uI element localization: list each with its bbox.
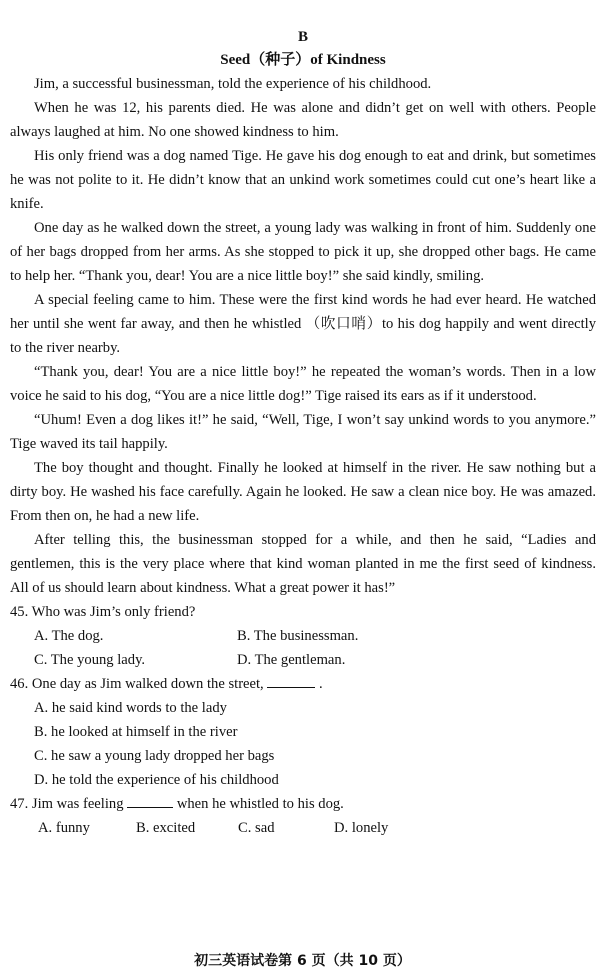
page-footer: 初三英语试卷第 6 页（共 10 页） [194, 953, 411, 969]
paragraph-7: “Uhum! Even a dog likes it!” he said, “Well, Tige, I won’t say unkind words to you anymore.” Tige waved its tail happily. [10, 412, 596, 452]
paragraph-2: When he was 12, his parents died. He was alone and didn’t get on well with others. People always laughed at him. No one showed kindness to him. [10, 100, 596, 140]
question-47-option-a[interactable]: A. funny [38, 820, 90, 836]
paragraph-8: The boy thought and thought. Finally he looked at himself in the river. He saw nothing but a dirty boy. He washed his face carefully. Again he looked. He saw a clean nice boy. He was amazed. From then on, he had a new life. [10, 460, 596, 524]
answer-blank [127, 793, 173, 808]
question-45-option-b[interactable]: B. The businessman. [237, 628, 359, 644]
question-47-option-c[interactable]: C. sad [238, 820, 275, 836]
question-46-stem [10, 672, 596, 696]
question-47-options [10, 816, 596, 840]
exam-page [10, 26, 596, 840]
question-45-option-a[interactable]: A. The dog. [34, 628, 104, 644]
question-47-option-d[interactable]: D. lonely [334, 820, 389, 836]
paragraph-1: Jim, a successful businessman, told the experience of his childhood. [34, 76, 432, 92]
question-46-stem-end: . [319, 676, 323, 692]
question-45 [10, 600, 596, 672]
paragraph-9: After telling this, the businessman stopped for a while, and then he said, “Ladies and gentlemen, this is the very place where that kind woman planted in me the first seed of kindness. All of us should learn about kindness. What a great power it has!” [10, 532, 596, 596]
question-46 [10, 672, 596, 792]
section-heading: B [297, 29, 308, 45]
question-47-stem-start: 47. Jim was feeling [10, 796, 124, 812]
question-47-stem-end: when he whistled to his dog. [176, 796, 344, 812]
question-46-option-b[interactable]: B. he looked at himself in the river [34, 724, 238, 740]
passage-title: Seed（种子）of Kindness [220, 52, 386, 68]
question-47 [10, 792, 596, 840]
question-47-stem [10, 792, 596, 816]
question-45-option-d[interactable]: D. The gentleman. [237, 652, 346, 668]
question-45-stem: 45. Who was Jim’s only friend? [10, 604, 196, 620]
question-46-option-a[interactable]: A. he said kind words to the lady [34, 700, 227, 716]
question-45-options-row-1 [10, 624, 596, 648]
question-45-options-row-2 [10, 648, 596, 672]
paragraph-3: His only friend was a dog named Tige. He gave his dog enough to eat and drink, but sometimes he was not polite to it. He didn’t know that an unkind work sometimes could cut one’s heart like a knife. [10, 148, 596, 212]
paragraph-4: One day as he walked down the street, a young lady was walking in front of him. Suddenly one of her bags dropped from her arms. As she stopped to pick it up, she dropped other bags. He came to help her. “Thank you, dear! You are a nice little boy!” she said kindly, smiling. [10, 220, 596, 284]
reading-passage [10, 72, 596, 600]
question-47-option-b[interactable]: B. excited [136, 820, 196, 836]
question-46-option-d[interactable]: D. he told the experience of his childhood [34, 772, 279, 788]
question-45-option-c[interactable]: C. The young lady. [34, 652, 146, 668]
question-46-stem-start: 46. One day as Jim walked down the street, [10, 676, 264, 692]
paragraph-6: “Thank you, dear! You are a nice little boy!” he repeated the woman’s words. Then in a low voice he said to his dog, “You are a nice little dog!” Tige raised its ears as if it understood. [10, 364, 596, 404]
paragraph-5: A special feeling came to him. These were the first kind words he had ever heard. He watched her until she went far away, and then he whistled （吹口哨）to his dog happily and went directly to the river nearby. [10, 292, 596, 356]
answer-blank [267, 673, 315, 688]
question-46-option-c[interactable]: C. he saw a young lady dropped her bags [34, 748, 275, 764]
